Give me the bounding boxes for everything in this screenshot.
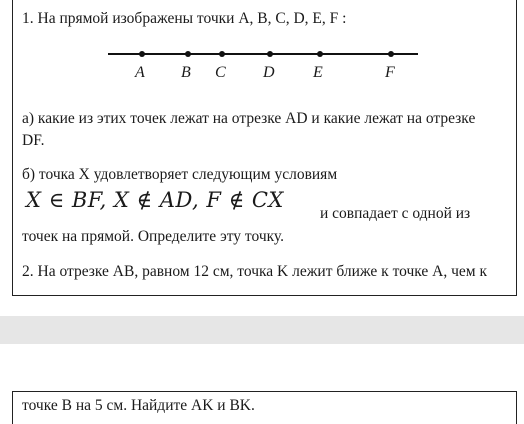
part-b-formula: X ∈ BF, X ∉ AD, F ∉ CX (26, 188, 284, 212)
task1-heading: 1. На прямой изображены точки A, B, C, D, E, F : (22, 10, 347, 27)
point-label-a: A (135, 64, 145, 81)
task2-text-line2: точке B на 5 см. Найдите AK и BK. (22, 397, 255, 414)
point-d-dot (267, 51, 273, 57)
point-label-f: F (385, 64, 395, 81)
point-c-dot (219, 51, 225, 57)
task2-text-line1: 2. На отрезке AB, равном 12 см, точка K лежит ближе к точке A, чем к (22, 263, 488, 280)
part-b-text-line3: точек на прямой. Определите эту точку. (22, 228, 285, 245)
page-gap (0, 316, 524, 344)
point-label-b: B (181, 64, 191, 81)
point-b-dot (185, 51, 191, 57)
part-a-text-line2: DF. (22, 132, 45, 149)
point-label-e: E (313, 64, 323, 81)
point-label-d: D (263, 64, 275, 81)
number-line (0, 0, 524, 100)
point-e-dot (317, 51, 323, 57)
part-b-text-line1: б) точка X удовлетворяет следующим условиям (22, 166, 338, 183)
part-b-formula-tail: и совпадает с одной из (320, 205, 471, 222)
point-label-c: C (215, 64, 226, 81)
point-f-dot (388, 51, 394, 57)
part-a-text-line1: а) какие из этих точек лежат на отрезке AD и какие лежат на отрезке (22, 110, 476, 127)
point-a-dot (139, 51, 145, 57)
